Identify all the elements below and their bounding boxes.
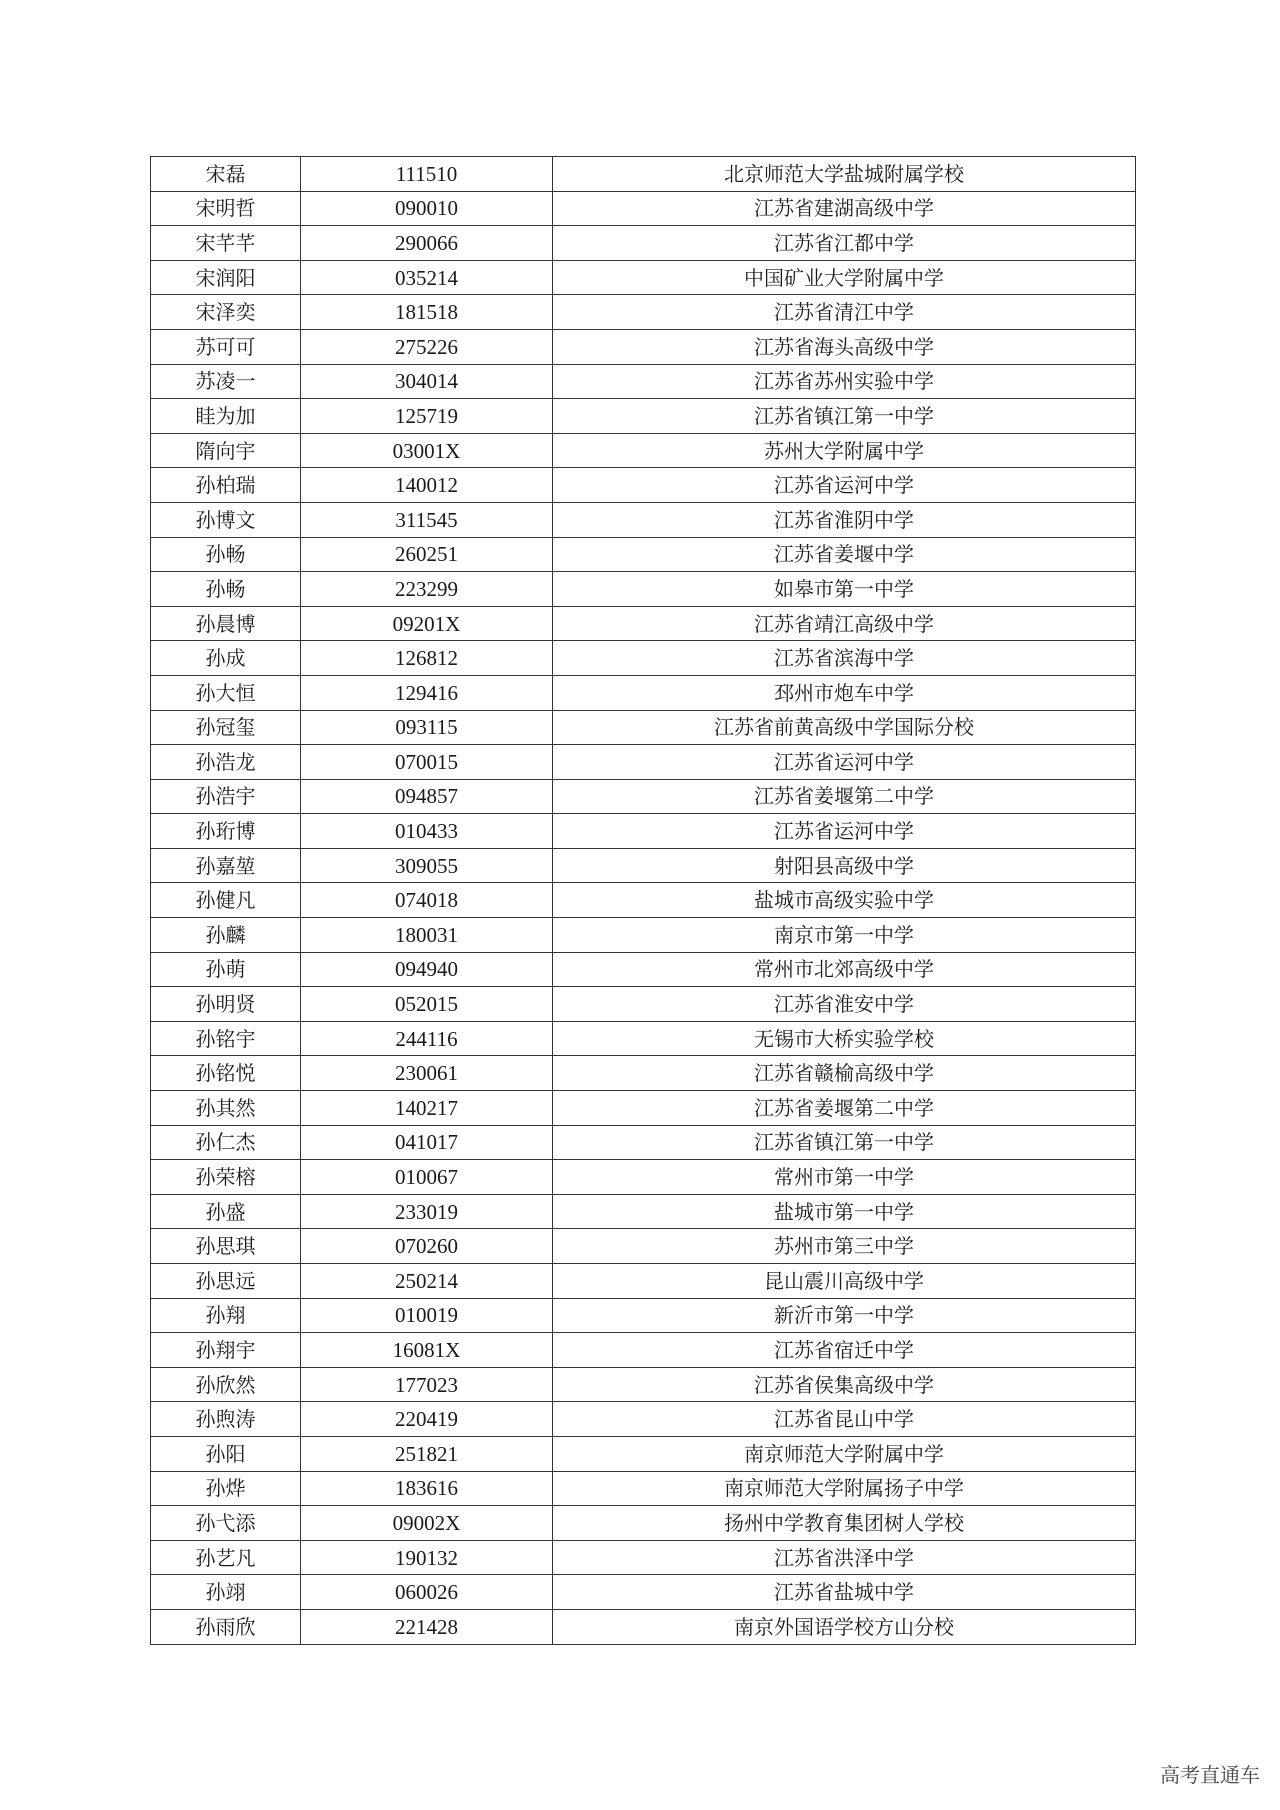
student-id-cell: 290066 xyxy=(301,226,553,261)
school-name-cell: 江苏省盐城中学 xyxy=(553,1575,1136,1610)
student-name-cell: 孙嘉堃 xyxy=(151,848,301,883)
table-row xyxy=(151,1229,1136,1264)
student-name-cell: 宋泽奕 xyxy=(151,295,301,330)
student-id-cell: 041017 xyxy=(301,1125,553,1160)
school-name-cell: 江苏省前黄高级中学国际分校 xyxy=(553,710,1136,745)
table-row xyxy=(151,1021,1136,1056)
table-row xyxy=(151,883,1136,918)
table-row xyxy=(151,675,1136,710)
student-name-cell: 孙萌 xyxy=(151,952,301,987)
student-id-cell: 275226 xyxy=(301,329,553,364)
student-id-cell: 260251 xyxy=(301,537,553,572)
student-id-cell: 190132 xyxy=(301,1540,553,1575)
table-row xyxy=(151,502,1136,537)
student-id-cell: 070015 xyxy=(301,745,553,780)
student-id-cell: 181518 xyxy=(301,295,553,330)
school-name-cell: 苏州大学附属中学 xyxy=(553,433,1136,468)
student-id-cell: 074018 xyxy=(301,883,553,918)
school-name-cell: 南京师范大学附属扬子中学 xyxy=(553,1471,1136,1506)
student-name-cell: 孙畅 xyxy=(151,572,301,607)
school-name-cell: 江苏省滨海中学 xyxy=(553,641,1136,676)
table-row xyxy=(151,1333,1136,1368)
student-name-cell: 孙雨欣 xyxy=(151,1609,301,1644)
student-name-cell: 孙荣榕 xyxy=(151,1160,301,1195)
school-name-cell: 南京师范大学附属中学 xyxy=(553,1436,1136,1471)
table-row xyxy=(151,641,1136,676)
student-name-cell: 孙艺凡 xyxy=(151,1540,301,1575)
student-name-cell: 孙煦涛 xyxy=(151,1402,301,1437)
table-row xyxy=(151,191,1136,226)
school-name-cell: 江苏省建湖高级中学 xyxy=(553,191,1136,226)
student-name-cell: 孙其然 xyxy=(151,1091,301,1126)
school-name-cell: 江苏省淮安中学 xyxy=(553,987,1136,1022)
student-id-cell: 070260 xyxy=(301,1229,553,1264)
table-row xyxy=(151,1609,1136,1644)
student-name-cell: 孙冠玺 xyxy=(151,710,301,745)
school-name-cell: 江苏省清江中学 xyxy=(553,295,1136,330)
table-row xyxy=(151,1540,1136,1575)
student-id-cell: 140217 xyxy=(301,1091,553,1126)
table-row xyxy=(151,157,1136,192)
student-name-cell: 孙翔宇 xyxy=(151,1333,301,1368)
table-row xyxy=(151,952,1136,987)
student-name-cell: 孙健凡 xyxy=(151,883,301,918)
school-name-cell: 常州市北郊高级中学 xyxy=(553,952,1136,987)
student-id-cell: 094940 xyxy=(301,952,553,987)
student-name-cell: 孙思琪 xyxy=(151,1229,301,1264)
student-id-cell: 177023 xyxy=(301,1367,553,1402)
school-name-cell: 江苏省赣榆高级中学 xyxy=(553,1056,1136,1091)
student-id-cell: 03001X xyxy=(301,433,553,468)
table-row xyxy=(151,779,1136,814)
student-name-cell: 眭为加 xyxy=(151,399,301,434)
school-name-cell: 江苏省运河中学 xyxy=(553,745,1136,780)
student-name-cell: 孙明贤 xyxy=(151,987,301,1022)
student-id-cell: 09201X xyxy=(301,606,553,641)
table-row xyxy=(151,1264,1136,1299)
table-row xyxy=(151,433,1136,468)
table-row xyxy=(151,918,1136,953)
table-row xyxy=(151,1160,1136,1195)
table-row xyxy=(151,1471,1136,1506)
student-id-cell: 125719 xyxy=(301,399,553,434)
student-id-cell: 244116 xyxy=(301,1021,553,1056)
table-row xyxy=(151,1125,1136,1160)
school-name-cell: 扬州中学教育集团树人学校 xyxy=(553,1506,1136,1541)
student-id-cell: 223299 xyxy=(301,572,553,607)
student-name-cell: 孙晨博 xyxy=(151,606,301,641)
table-row xyxy=(151,468,1136,503)
school-name-cell: 江苏省宿迁中学 xyxy=(553,1333,1136,1368)
school-name-cell: 江苏省靖江高级中学 xyxy=(553,606,1136,641)
student-name-cell: 孙柏瑞 xyxy=(151,468,301,503)
student-id-cell: 220419 xyxy=(301,1402,553,1437)
table-row xyxy=(151,987,1136,1022)
school-name-cell: 北京师范大学盐城附属学校 xyxy=(553,157,1136,192)
school-name-cell: 江苏省侯集高级中学 xyxy=(553,1367,1136,1402)
table-row xyxy=(151,1056,1136,1091)
student-name-cell: 孙思远 xyxy=(151,1264,301,1299)
school-name-cell: 江苏省姜堰中学 xyxy=(553,537,1136,572)
school-name-cell: 新沂市第一中学 xyxy=(553,1298,1136,1333)
student-id-cell: 010019 xyxy=(301,1298,553,1333)
table-row xyxy=(151,399,1136,434)
student-name-cell: 隋向宇 xyxy=(151,433,301,468)
school-name-cell: 江苏省镇江第一中学 xyxy=(553,1125,1136,1160)
student-id-cell: 311545 xyxy=(301,502,553,537)
school-name-cell: 无锡市大桥实验学校 xyxy=(553,1021,1136,1056)
table-row xyxy=(151,329,1136,364)
student-name-cell: 宋磊 xyxy=(151,157,301,192)
table-row xyxy=(151,1091,1136,1126)
student-name-cell: 宋芊芊 xyxy=(151,226,301,261)
student-id-cell: 129416 xyxy=(301,675,553,710)
table-row xyxy=(151,745,1136,780)
school-name-cell: 江苏省洪泽中学 xyxy=(553,1540,1136,1575)
student-id-cell: 250214 xyxy=(301,1264,553,1299)
student-name-cell: 孙大恒 xyxy=(151,675,301,710)
student-name-cell: 孙烨 xyxy=(151,1471,301,1506)
student-name-cell: 苏凌一 xyxy=(151,364,301,399)
student-name-cell: 孙仁杰 xyxy=(151,1125,301,1160)
student-name-cell: 孙铭宇 xyxy=(151,1021,301,1056)
table-row xyxy=(151,1194,1136,1229)
school-name-cell: 江苏省运河中学 xyxy=(553,468,1136,503)
school-name-cell: 南京外国语学校方山分校 xyxy=(553,1609,1136,1644)
school-name-cell: 江苏省苏州实验中学 xyxy=(553,364,1136,399)
student-id-cell: 304014 xyxy=(301,364,553,399)
table-row xyxy=(151,295,1136,330)
school-name-cell: 盐城市第一中学 xyxy=(553,1194,1136,1229)
table-row xyxy=(151,537,1136,572)
student-name-cell: 宋明哲 xyxy=(151,191,301,226)
student-id-cell: 010067 xyxy=(301,1160,553,1195)
watermark-text: 高考直通车 xyxy=(1160,1763,1260,1787)
table-row xyxy=(151,1506,1136,1541)
student-name-cell: 孙畅 xyxy=(151,537,301,572)
student-id-cell: 233019 xyxy=(301,1194,553,1229)
student-name-cell: 苏可可 xyxy=(151,329,301,364)
student-id-cell: 126812 xyxy=(301,641,553,676)
student-id-cell: 111510 xyxy=(301,157,553,192)
student-name-cell: 孙欣然 xyxy=(151,1367,301,1402)
table-row xyxy=(151,1367,1136,1402)
student-id-cell: 183616 xyxy=(301,1471,553,1506)
student-id-cell: 060026 xyxy=(301,1575,553,1610)
school-name-cell: 江苏省淮阴中学 xyxy=(553,502,1136,537)
table-row xyxy=(151,572,1136,607)
table-row xyxy=(151,226,1136,261)
student-id-cell: 052015 xyxy=(301,987,553,1022)
student-name-cell: 孙麟 xyxy=(151,918,301,953)
student-name-cell: 孙盛 xyxy=(151,1194,301,1229)
school-name-cell: 南京市第一中学 xyxy=(553,918,1136,953)
school-name-cell: 江苏省海头高级中学 xyxy=(553,329,1136,364)
student-id-cell: 309055 xyxy=(301,848,553,883)
student-name-cell: 宋润阳 xyxy=(151,260,301,295)
student-id-cell: 035214 xyxy=(301,260,553,295)
school-name-cell: 江苏省运河中学 xyxy=(553,814,1136,849)
student-id-cell: 093115 xyxy=(301,710,553,745)
school-name-cell: 中国矿业大学附属中学 xyxy=(553,260,1136,295)
school-name-cell: 江苏省昆山中学 xyxy=(553,1402,1136,1437)
table-body xyxy=(151,157,1136,1645)
student-id-cell: 094857 xyxy=(301,779,553,814)
table-row xyxy=(151,848,1136,883)
school-name-cell: 射阳县高级中学 xyxy=(553,848,1136,883)
school-name-cell: 如皋市第一中学 xyxy=(553,572,1136,607)
student-id-cell: 221428 xyxy=(301,1609,553,1644)
table-row xyxy=(151,710,1136,745)
table-row xyxy=(151,1575,1136,1610)
student-name-cell: 孙成 xyxy=(151,641,301,676)
table-row xyxy=(151,1402,1136,1437)
school-name-cell: 江苏省姜堰第二中学 xyxy=(553,779,1136,814)
school-name-cell: 常州市第一中学 xyxy=(553,1160,1136,1195)
school-name-cell: 昆山震川高级中学 xyxy=(553,1264,1136,1299)
school-name-cell: 邳州市炮车中学 xyxy=(553,675,1136,710)
student-name-cell: 孙珩博 xyxy=(151,814,301,849)
student-id-cell: 090010 xyxy=(301,191,553,226)
student-name-cell: 孙翔 xyxy=(151,1298,301,1333)
student-name-cell: 孙铭悦 xyxy=(151,1056,301,1091)
school-name-cell: 江苏省江都中学 xyxy=(553,226,1136,261)
student-id-cell: 180031 xyxy=(301,918,553,953)
student-id-cell: 010433 xyxy=(301,814,553,849)
student-name-cell: 孙翊 xyxy=(151,1575,301,1610)
student-id-cell: 09002X xyxy=(301,1506,553,1541)
student-id-cell: 140012 xyxy=(301,468,553,503)
student-list-table xyxy=(150,156,1136,1645)
table-row xyxy=(151,1298,1136,1333)
school-name-cell: 江苏省镇江第一中学 xyxy=(553,399,1136,434)
student-name-cell: 孙阳 xyxy=(151,1436,301,1471)
school-name-cell: 苏州市第三中学 xyxy=(553,1229,1136,1264)
school-name-cell: 盐城市高级实验中学 xyxy=(553,883,1136,918)
table-row xyxy=(151,1436,1136,1471)
student-id-cell: 230061 xyxy=(301,1056,553,1091)
table-row xyxy=(151,364,1136,399)
table-row xyxy=(151,260,1136,295)
student-name-cell: 孙浩宇 xyxy=(151,779,301,814)
student-name-cell: 孙博文 xyxy=(151,502,301,537)
table-row xyxy=(151,606,1136,641)
student-name-cell: 孙弋添 xyxy=(151,1506,301,1541)
student-id-cell: 16081X xyxy=(301,1333,553,1368)
table-row xyxy=(151,814,1136,849)
school-name-cell: 江苏省姜堰第二中学 xyxy=(553,1091,1136,1126)
student-id-cell: 251821 xyxy=(301,1436,553,1471)
student-name-cell: 孙浩龙 xyxy=(151,745,301,780)
